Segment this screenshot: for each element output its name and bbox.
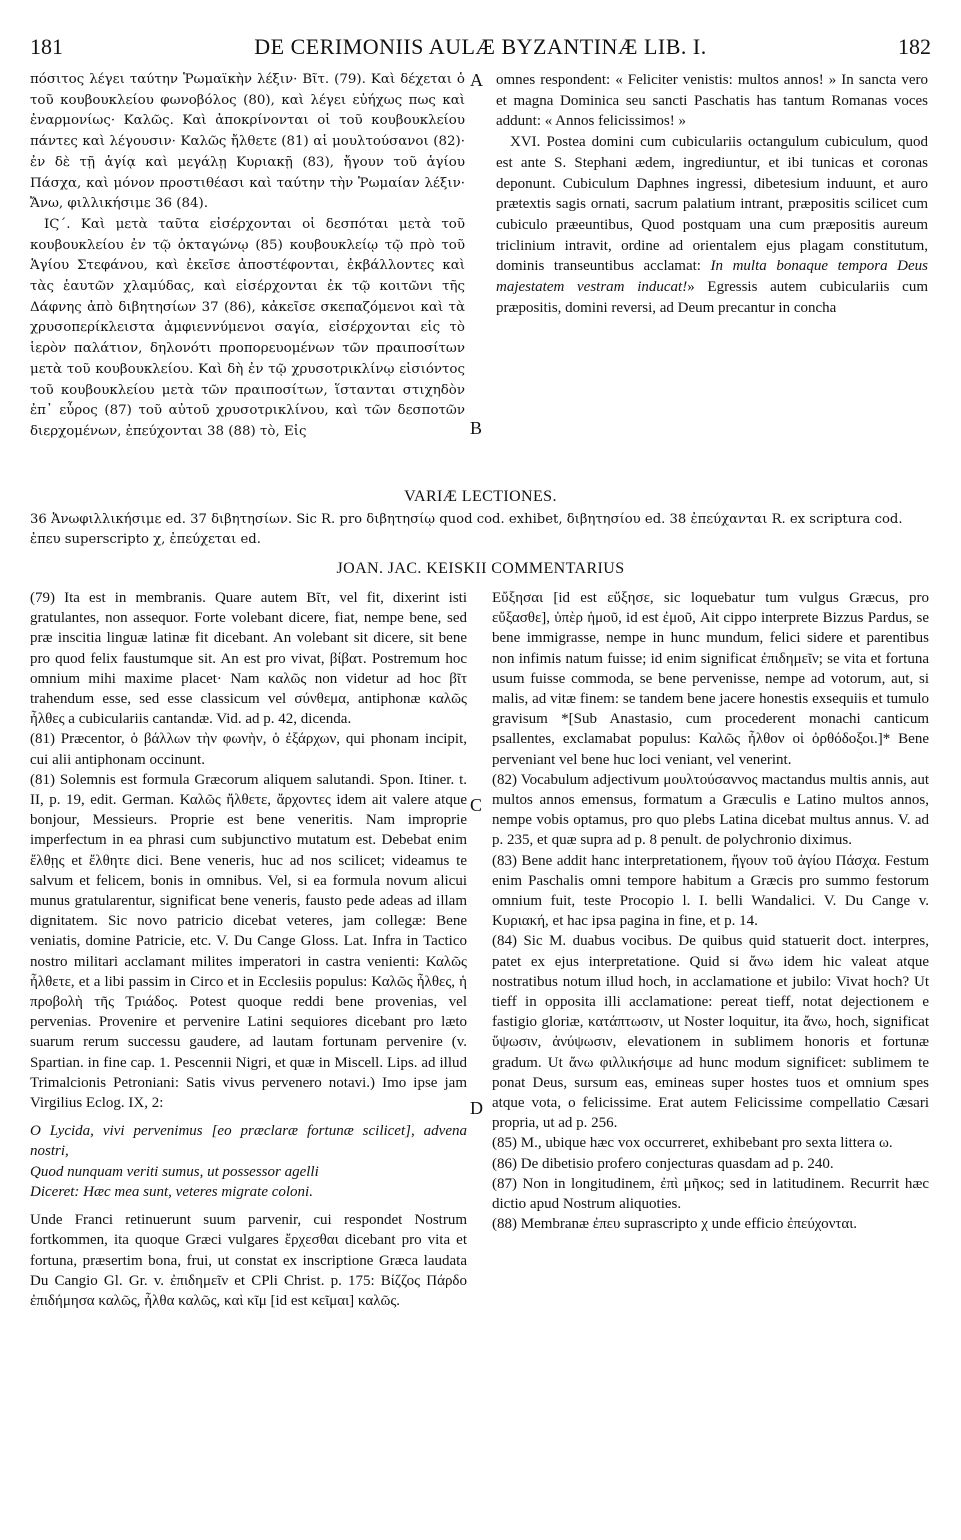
running-header (30, 34, 931, 60)
commentary-note: (88) Membranæ ἐπευ suprascripto χ unde efficio ἐπεύχονται. (492, 1216, 858, 1233)
greek-column (30, 70, 465, 443)
latin-paragraph (496, 132, 928, 318)
commentary-note: (86) De dibetisio profero conjecturas quasdam ad p. 240. (492, 1155, 834, 1172)
commentary-note: (81) Solemnis est formula Græcorum aliquem salutandi. Spon. Itiner. t. II, p. 19, edit. German. Καλῶς ἤλθετε, ἄρχοντες idem ait valere atque bonjour, Messieurs. Proprie est bene veneritis. Nam improprie imperfectum in ea phrasi cum subjunctivo mutatum est. Debebat enim ἔλθῃς et ἔλθητε dici. Bene veneris, huc ad nos scilicet; videamus te salvum et felicem, bonis in omnibus. Vel, si ea formula novum alicui munus gratularentur, significat bene veneris, fausto pede adeas ad illam dignitatem. Sic novo patricio dicebat veteres, jam collegæ: Bene veniatis, domine Patricie, etc. V. Du Cange Gloss. Lat. Infra in Tactico nostro militari acclamant milites imperatori in castra venienti: Καλῶς ἦλθετε, et a libi passim in Circo et in Ecclesiis populus: Καλῶς ἦλθες, ἡ προβολὴ τῆς Τριάδος. Potest quoque reddi bene provenias, vel pervenias. Provenire et pervenire Latini sequiores dicebant pro læto suarum rerum successu gaudere, ad lautam fortunam pervenire (v. Spartian. in fine cap. 1. Pescennii Nigri, et quæ in Miscell. Lips. ad illud Trimalcionis Petroniani: Satis vivus pervenero notavi.) Imo ipse jam Virgilius Eclog. IX, 2: (30, 771, 467, 1112)
variae-heading: VARIÆ LECTIONES. (404, 488, 557, 505)
commentary-left-column (30, 588, 467, 1311)
commentary-heading: JOAN. JAC. KEISKII COMMENTARIUS (336, 560, 625, 577)
latin-text: XVI. Postea domini cum cubiculariis octangulum cubiculum, quod est ante S. Stephani ædem, ingrediuntur, et ibi tunicas et coronas deponunt. Cubiculum Daphnes ingressi, dibetesium induunt, et auro prætextis sagis ornati, sacrum palatium intrant, præpositis scilicet cum cubiculo præeuntibus, Quod postquam una cum præpositis aureum triclinium intravit, ordine ad orientalem ejus plagam constitutum, dominis transeuntibus acclamat: (496, 134, 928, 275)
latin-text: » Egressis autem cubiculariis cum præpositis, domini reversi, ad Deum precantur in concha (496, 279, 928, 316)
margin-letter: D (470, 1098, 483, 1118)
commentary-note: (82) Vocabulum adjectivum μουλτούσαννος mactandus multis annis, aut multos annos emensus, formatum a Græculis e Latino multos annos, nempe vobis optamus, pro quo plebs Latina dicebat multus annus. V. ad p. 235, et quæ supra ad p. 8 penult. de polychronio diximus. (492, 771, 929, 849)
verse-quote (30, 1121, 467, 1202)
commentary-note: (79) Ita est in membranis. Quare autem Βῖτ, vel fit, dixerint isti gratulantes, non assequor. Forte volebant dicere, fiat, nempe bene, sed præ inscitia linguæ latinæ fit dicebant. An volebant sit dicere, sit bene pro quod felix faustumque sit. An est pro vivat, βίβατ. Postremum hoc omnium mihi maxime placet· Nam καλῶς non videtur ad hoc βῖτ trahendum esse, sed esse classicum vel σύνθεμα, antiphonæ καλῶς ἦλθες a cubiculariis cantandæ. Vid. ad p. 42, dicenda. (30, 590, 467, 728)
verse-line: O Lycida, vivi pervenimus [eo præclaræ fortunæ scilicet], advena nostri, (30, 1123, 467, 1160)
commentary-note: (83) Bene addit hanc interpretationem, ἤγουν τοῦ ἁγίου Πάσχα. Festum enim Paschalis omni tempore habitum a Græcis pro summo festorum omnium fuit, teste Procopio l. I. belli Wandalici. V. Du Cange v. Κυριακή, et hac ipsa pagina in fine, et p. 14. (492, 852, 929, 930)
greek-paragraph: πόσιτος λέγει ταύτην Ῥωμαϊκὴν λέξιν· Βῖτ. (79). Καὶ δέχεται ὁ τοῦ κουβουκλείου φωνοβόλος (80), καὶ λέγει εὐήχως πως καὶ ἐναρμονίως· Καλῶς. Καὶ ἀποκρίνονται οἱ τοῦ κουβουκλείου πάντες καὶ λέγουσιν· Καλῶς ἤλθετε (81) αἱ μουλτούσανοι (82)· ἐν δὲ τῇ ἁγίᾳ καὶ μεγάλῃ Κυριακῇ (83), ἤγουν τοῦ ἁγίου Πάσχα, καὶ μόνον προστιθέασι καὶ ταύτην τὴν Ῥωμαίαν λέξιν· Ἄνω, φιλλικήσιμε 36 (84). (30, 72, 465, 212)
margin-letter: A (470, 70, 483, 90)
margin-letter: C (470, 795, 483, 815)
greek-paragraph: ΙϚ΄. Καὶ μετὰ ταῦτα εἰσέρχονται οἱ δεσπόται μετὰ τοῦ κουβουκλείου ἐν τῷ ὀκταγώνῳ (85) κουβουκλείῳ τῷ πρὸ τοῦ Ἁγίου Στεφάνου, καὶ ἐκεῖσε ἀποστέφονται, ἐκβάλλοντες καὶ τὰς ἑαυτῶν χλαμύδας, καὶ εἰσέρχονται ἐκ τῷ κοιτῶνι τῆς Δάφνης ἀπὸ διβητησίων 37 (86), κἀκεῖσε σκεπαζόμενοι καὶ τὰ χρυσοπερίκλειστα ἀμφιεννύμενοι σαγία, εἰσέρχονται εἰς τὸ ἱερὸν παλάτιον, δηλονότι προπορευομένων τῶν πραιποσίτων μετὰ τοῦ κουβουκλείου. Καὶ δὴ ἐν τῷ χρυσοτρικλίνῳ εἰσιόντος τοῦ κουβουκλείου μετὰ τῶν πραιποσίτων, ἵστανται στιχηδὸν ἐπ᾽ εὖρος (87) τοῦ αὐτοῦ χρυσοτρικλίνου, καὶ τῶν δεσποτῶν διερχομένων, ἐπεύχονται 38 (88) τὸ, Εἰς (30, 216, 465, 439)
commentary-note: (85) M., ubique hæc vox occurreret, exhibebant pro sexta littera ω. (492, 1135, 893, 1152)
latin-acclamation: In multa bonaque tempora Deus majestatem vestram inducat! (496, 258, 928, 296)
commentary-note: (81) Præcentor, ὁ βάλλων τὴν φωνὴν, ὁ ἐξάρχων, qui phonam incipit, cui alii antiphonam occinunt. (30, 731, 467, 768)
page-number-left: 181 (30, 34, 63, 59)
latin-paragraph: omnes respondent: « Feliciter venistis: multos annos! » In sancta vero et magna Dominica seu sancti Paschatis has tantum Romanas voces addunt: « Annos felicissimos! » (496, 72, 928, 130)
commentary-right-column (492, 588, 929, 1235)
commentary-note: (87) Non in longitudinem, ἐπὶ μῆκος; sed in latitudinem. Recurrit hæc dictio apud Nostrum aliquoties. (492, 1175, 929, 1213)
latin-column (496, 70, 928, 318)
verse-line: Diceret: Hæc mea sunt, veteres migrate coloni. (30, 1183, 313, 1200)
commentary-note: Εὔξησαι [id est εὔξησε, sic loquebatur tum vulgus Græcus, pro εὔξασθε], ὑπὲρ ἡμοῦ, id est ἐμοῦ, Ait cippo interprete Bizzus Pardus, se bene immigrasse, nempe in hunc mundum, felici sidere et parentibus non infimis natum fuisse; id enim significat ἐπιδημεῖν; se vita et fortuna usum fuisse commoda, se bene pervenisse, nempe ad votorum, aut, si malis, ad vitæ finem: se tandem bene jacere honestis exsequiis et tumulo gravisum *[Sub Anastasio, cum procederent monachi canticum psallentes, exclamabat populus: Καλῶς ἦλθον οἱ ὀρθόδοξοι.]* Bene perveniant vel bene huc loci veniant, vel venerint. (492, 590, 929, 768)
commentary-note: Unde Franci retinuerunt suum parvenir, cui respondet Nostrum fortkommen, ita quoque Græci vulgares ἔρχεσθαι dicebant pro vita et fortuna, præsertim bona, frui, ut constat ex inscriptione Græca laudata Du Cangio Gl. Gr. v. ἐπιδημεῖν et CPli Christ. p. 175: Βίζζος Πάρδο ἐπιδήμησα καλῶς, ἦλθα καλῶς, καὶ κῖμ [id est κεῖμαι] καλῶς. (30, 1212, 467, 1309)
commentary-note: (84) Sic M. duabus vocibus. De quibus quid statuerit doct. interpres, patet ex ejus interpretatione. Quid si ἄνω idem hic valeat atque nostratibus notum illud hoch, in acclamatione et jubilo: Vivat hoch? Ut tieff in opposita illi acclamatione: pereat tieff, notat dejectionem e fastigio gloriæ, κατάπτωσιν, ut Noster loquitur, ita ἄνω, hoch, significat ὕψωσιν, ἀνύψωσιν, elevationem in sublimem honoris et fortunæ gradum. Ut ἄνω φιλλικήσιμε ad hunc modum significet: sublimem te ponat Deus, sursum eas, emineas super hostes tuos et omnium spes atque vota, o felicissime. Erat autem Felicissime compellatio Cæsari propria, ut ad p. 256. (492, 933, 929, 1132)
page-number-right: 182 (898, 34, 931, 59)
running-title: DE CERIMONIIS AULÆ BYZANTINÆ LIB. I. (254, 34, 707, 59)
margin-letter: B (470, 418, 483, 438)
variae-lectiones: 36 Ἀνωφιλλικήσιμε ed. 37 διβητησίων. Sic R. pro διβητησίῳ quod cod. exhibet, διβητησίου ed. 38 ἐπεύχανται R. ex scriptura cod. ἐπευ superscripto χ, ἐπεύχεται ed. (30, 512, 903, 547)
verse-line: Quod nunquam veriti sumus, ut possessor agelli (30, 1163, 319, 1180)
